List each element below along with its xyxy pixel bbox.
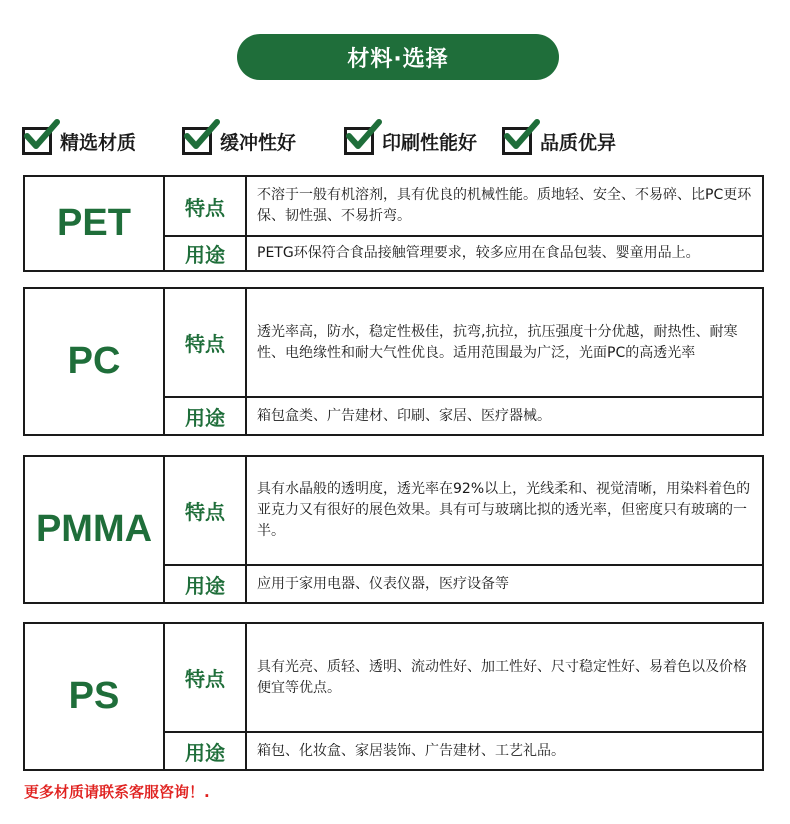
footer-note: 更多材质请联系客服咨询！. [24,783,210,801]
feature-label: 特点 [165,624,247,731]
checkbox-check-icon [22,127,52,155]
feature-text: 具有水晶般的透明度，透光率在92%以上，光线柔和、视觉清晰，用染料着色的亚克力又有很好的展色效果。具有可与玻璃比拟的透光率，但密度只有玻璃的一半。 [257,481,751,539]
feature-item [344,118,477,158]
usage-row [165,566,762,602]
material-name: PC [25,289,165,434]
feature-text: 具有光亮、质轻、透明、流动性好、加工性好、尺寸稳定性好、易着色以及价格便宜等优点。 [257,658,747,696]
feature-label: 印刷性能好 [382,131,478,154]
feature-label: 特点 [165,289,247,396]
feature-label: 特点 [165,457,247,564]
feature-item [22,118,136,158]
feature-item [182,118,296,158]
feature-label: 缓冲性好 [220,131,297,154]
material-name: PMMA [25,457,165,602]
feature-label: 精选材质 [60,131,137,154]
feature-row [165,177,762,237]
material-name: PET [25,177,165,270]
usage-row [165,398,762,434]
usage-text: PETG环保符合食品接触管理要求，较多应用在食品包装、婴童用品上。 [257,245,700,261]
checkbox-check-icon [502,127,532,155]
material-block-pc [23,287,764,436]
section-title: 材料·选择 [237,34,559,80]
usage-label: 用途 [165,398,247,434]
feature-row [165,457,762,566]
feature-label: 特点 [165,177,247,235]
checkbox-check-icon [182,127,212,155]
material-name: PS [25,624,165,769]
feature-row [165,289,762,398]
material-block-pmma [23,455,764,604]
usage-text: 箱包盒类、广告建材、印刷、家居、医疗器械。 [257,407,551,424]
usage-row [165,733,762,769]
checkbox-check-icon [344,127,374,155]
feature-label: 品质优异 [540,131,617,154]
usage-text: 应用于家用电器、仪表仪器，医疗设备等 [257,575,509,592]
usage-label: 用途 [165,566,247,602]
feature-row [165,624,762,733]
feature-list [22,118,762,158]
material-block-pet [23,175,764,272]
usage-label: 用途 [165,237,247,270]
material-block-ps [23,622,764,771]
feature-text: 透光率高，防水，稳定性极佳，抗弯,抗拉，抗压强度十分优越，耐热性、耐寒性、电绝缘性和耐大气性优良。适用范围最为广泛，光面PC的高透光率 [257,323,738,361]
usage-row [165,237,762,270]
feature-text: 不溶于一般有机溶剂，具有优良的机械性能。质地轻、安全、不易碎、比PC更环保、韧性强、不易折弯。 [257,187,752,224]
usage-label: 用途 [165,733,247,769]
feature-item [502,118,616,158]
usage-text: 箱包、化妆盒、家居装饰、广告建材、工艺礼品。 [257,742,565,759]
